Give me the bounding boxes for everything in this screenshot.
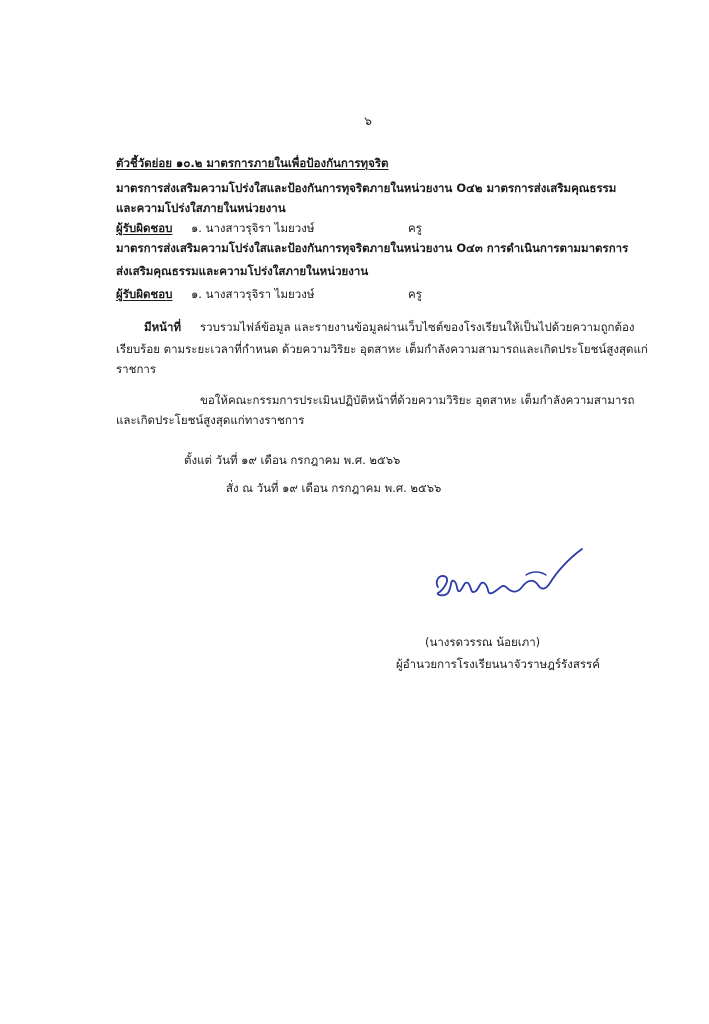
responsible2-role: ครู xyxy=(408,287,422,301)
responsible2-person: ๑. นางสาวรุจิรา ไมยวงษ์ xyxy=(191,287,315,301)
closing-line1: ขอให้คณะกรรมการประเมินปฏิบัติหน้าที่ด้วยความวิริยะ อุตสาหะ เต็มกำลังความสามารถ xyxy=(200,393,635,407)
indicator-heading: ตัวชี้วัดย่อย ๑๐.๒ มาตรการภายในเพื่อป้องกันการทุจริต xyxy=(116,156,389,170)
effective-date: ตั้งแต่ วันที่ ๑๙ เดือน กรกฎาคม พ.ศ. ๒๕๖๖ xyxy=(184,453,401,467)
measure1-line2: และความโปร่งใสภายในหน่วยงาน xyxy=(116,201,286,215)
responsible1-role: ครู xyxy=(408,221,422,235)
responsible2-label: ผู้รับผิดชอบ xyxy=(116,287,173,301)
signature-image xyxy=(430,535,590,615)
measure2-line2: ส่งเสริมคุณธรรมและความโปร่งใสภายในหน่วยงาน xyxy=(116,264,369,278)
responsible1-label: ผู้รับผิดชอบ xyxy=(116,221,173,235)
duty-line2: เรียบร้อย ตามระยะเวลาที่กำหนด ด้วยความวิริยะ อุตสาหะ เต็มกำลังความสามารถและเกิดประโยชน์สูงสุดแก่ xyxy=(116,342,648,356)
duty-label: มีหน้าที่ xyxy=(144,320,182,334)
signatory-position: ผู้อำนวยการโรงเรียนนาจัวราษฎร์รังสรรค์ xyxy=(396,657,600,671)
signatory-name: (นางรดวรรณ น้อยเภา) xyxy=(425,635,541,649)
measure2-line1: มาตรการส่งเสริมความโปร่งใสและป้องกันการทุจริตภายในหน่วยงาน O๔๓ การดำเนินการตามมาตรการ xyxy=(116,241,629,255)
page-number: ๖ xyxy=(364,114,372,128)
responsible1-person: ๑. นางสาวรุจิรา ไมยวงษ์ xyxy=(191,221,315,235)
measure1-line1: มาตรการส่งเสริมความโปร่งใสและป้องกันการทุจริตภายในหน่วยงาน O๔๒ มาตรการส่งเสริมคุณธรรม xyxy=(116,181,617,195)
duty-line1: รวบรวมไฟล์ข้อมูล และรายงานข้อมูลผ่านเว็บไซต์ของโรงเรียนให้เป็นไปด้วยความถูกต้อง xyxy=(200,320,635,334)
order-date: สั่ง ณ วันที่ ๑๙ เดือน กรกฎาคม พ.ศ. ๒๕๖๖ xyxy=(226,481,442,495)
duty-line3: ราชการ xyxy=(116,362,157,376)
closing-line2: และเกิดประโยชน์สูงสุดแก่ทางราชการ xyxy=(116,413,305,427)
